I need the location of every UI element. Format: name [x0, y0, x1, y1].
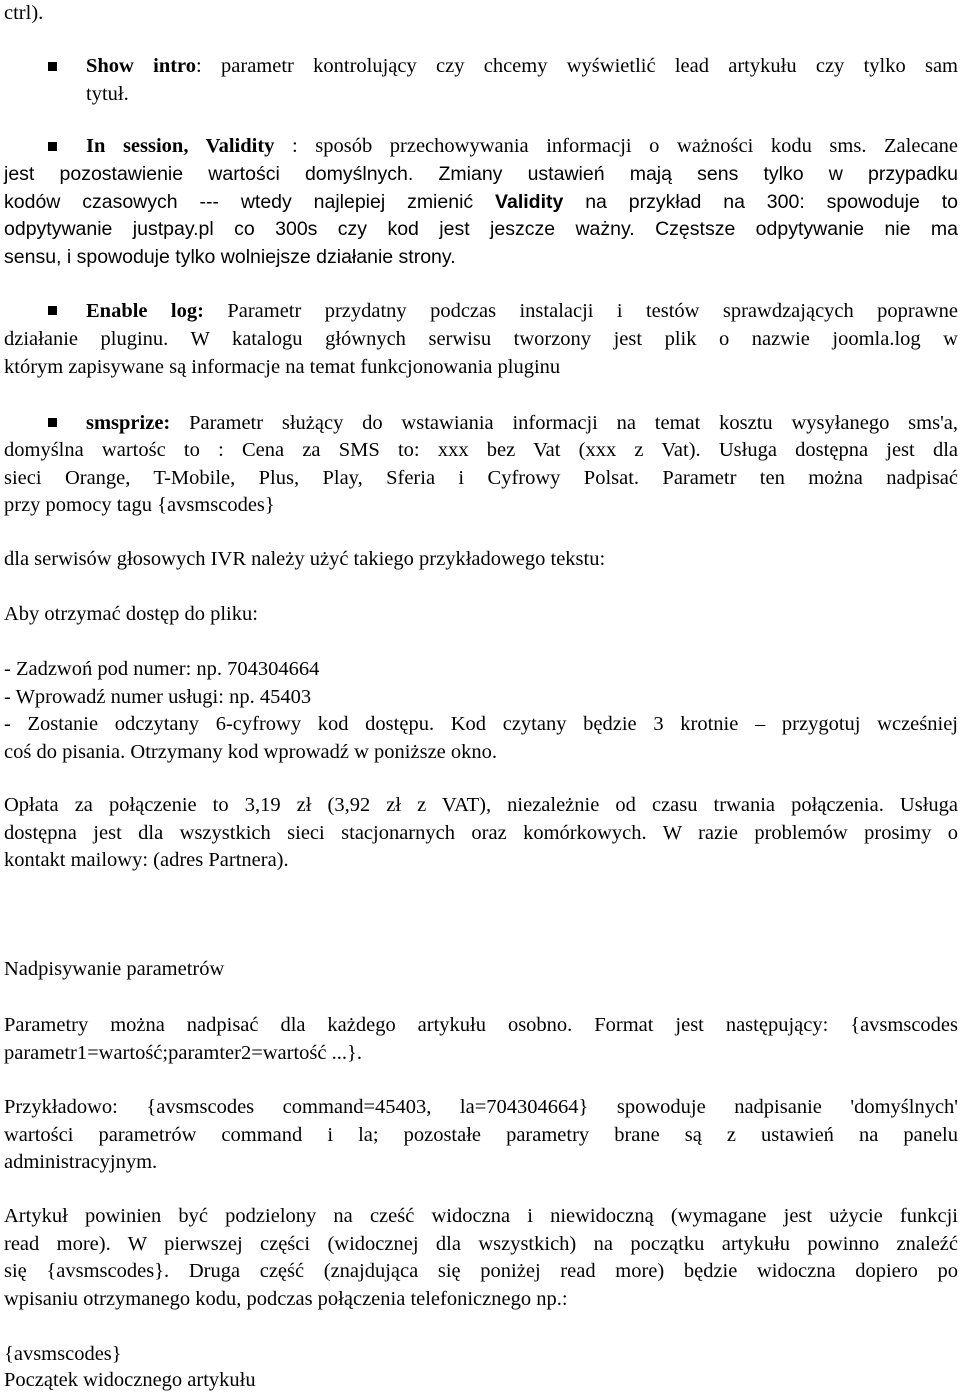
param-name: Enable log:	[86, 300, 204, 322]
article-block	[4, 1203, 958, 1313]
bullet-square-icon	[48, 306, 57, 315]
param-desc-line: przy pomocy tagu {avsmscodes}	[4, 494, 275, 516]
intro-tail-text: ctrl).	[4, 2, 44, 24]
bullet-item-show-intro	[86, 53, 958, 108]
tag-text: {avsmscodes}	[4, 1343, 122, 1365]
bullet-item-enable-log	[86, 298, 958, 326]
param-desc-line: odpytywanie justpay.pl co 300s czy kod jest jeszcze ważny. Częstsze odpytywanie nie ma	[4, 218, 958, 240]
bullet-item-validity	[86, 133, 958, 161]
param-desc: Parametr przydatny podczas instalacji i testów sprawdzających poprawne	[203, 300, 958, 322]
param-name: In session, Validity	[86, 135, 275, 157]
example-line: administracyjnym.	[4, 1151, 158, 1173]
param-desc-line: jest pozostawienie wartości domyślnych. Zmiany ustawień mają sens tylko w przypadku	[4, 163, 958, 185]
step-line: coś do pisania. Otrzymany kod wprowadź w poniższe okno.	[4, 740, 498, 763]
example-block	[4, 1094, 958, 1177]
param-name-inline: Validity	[495, 190, 564, 213]
article-line: wpisaniu otrzymanego kodu, podczas połączenia telefonicznego np.:	[4, 1287, 568, 1310]
params-block	[4, 1012, 958, 1067]
param-desc-line: sieci Orange, T-Mobile, Plus, Play, Sferia i Cyfrowy Polsat. Parametr ten można nadpisać	[4, 466, 958, 489]
section-heading: Nadpisywanie parametrów	[4, 958, 225, 980]
params-line: Parametry można nadpisać dla każdego artykułu osobno. Format jest następujący: {avsmscodes	[4, 1014, 958, 1036]
example-line: wartości parametrów command i la; pozostałe parametry brane są z ustawień na panelu	[4, 1123, 958, 1146]
steps-block	[4, 656, 958, 766]
param-desc: : parametr kontrolujący czy chcemy wyświetlić lead artykułu czy tylko sam	[196, 55, 958, 77]
params-line: parametr1=wartość;paramter2=wartość ...}.	[4, 1041, 362, 1064]
param-desc: Parametr służący do wstawiania informacji na temat kosztu wysyłanego sms'a,	[170, 412, 958, 434]
param-desc-line: sensu, i spowoduje tylko wolniejsze działanie strony.	[4, 245, 456, 268]
param-desc-line: na przykład na 300: spowoduje to	[563, 190, 958, 213]
validity-desc-block	[4, 161, 958, 271]
step-line: - Zostanie odczytany 6-cyfrowy kod dostępu. Kod czytany będzie 3 krotnie – przygotuj wcześniej	[4, 713, 958, 735]
article-line: się {avsmscodes}. Druga część (znajdująca się poniżej read more) będzie widoczna dopiero po	[4, 1260, 958, 1282]
article-line: read more). W pierwszej części (widocznej dla wszystkich) na początku artykułu powinno znaleźć	[4, 1232, 958, 1255]
param-desc-cont: tytuł.	[86, 82, 129, 105]
bullet-square-icon	[48, 418, 57, 427]
param-name: smsprize:	[86, 412, 171, 434]
enable-log-desc-block	[4, 326, 958, 381]
bullet-item-smsprize	[86, 410, 958, 438]
param-desc-line: domyślna wartośc to : Cena za SMS to: xxx bez Vat (xxx z Vat). Usługa dostępna jest dla	[4, 439, 958, 461]
step-line: - Zadzwoń pod numer: np. 704304664	[4, 658, 320, 680]
ivr-intro-text: dla serwisów głosowych IVR należy użyć takiego przykładowego tekstu:	[4, 548, 606, 570]
param-desc-line: którym zapisywane są informacje na temat funkcjonowania pluginu	[4, 355, 561, 378]
step-line: - Wprowadź numer usługi: np. 45403	[4, 685, 312, 708]
param-desc-line: kodów czasowych --- wtedy najlepiej zmienić	[4, 190, 496, 213]
smsprize-desc-block	[4, 437, 958, 520]
bullet-square-icon	[48, 62, 57, 71]
example-line: Przykładowo: {avsmscodes command=45403, la=704304664} spowoduje nadpisanie 'domyślnych'	[4, 1096, 958, 1118]
poczatek-text: Początek widocznego artykułu	[4, 1369, 256, 1391]
param-desc: : sposób przechowywania informacji o ważności kodu sms. Zalecane	[274, 135, 958, 157]
oplata-line: Opłata za połączenie to 3,19 zł (3,92 zł z VAT), niezależnie od czasu trwania połączenia. Usługa	[4, 794, 958, 816]
param-desc-line: działanie pluginu. W katalogu głównych serwisu tworzony jest plik o nazwie joomla.log w	[4, 328, 958, 350]
article-line: Artykuł powinien być podzielony na cześć widoczna i niewidoczną (wymagane jest użycie funkcji	[4, 1205, 958, 1227]
oplata-block	[4, 792, 958, 875]
oplata-line: kontakt mailowy: (adres Partnera).	[4, 849, 289, 871]
bullet-square-icon	[48, 142, 57, 151]
aby-text: Aby otrzymać dostęp do pliku:	[4, 603, 258, 625]
oplata-line: dostępna jest dla wszystkich sieci stacjonarnych oraz komórkowych. W razie problemów prosimy o	[4, 821, 958, 844]
param-name: Show intro	[86, 55, 197, 77]
